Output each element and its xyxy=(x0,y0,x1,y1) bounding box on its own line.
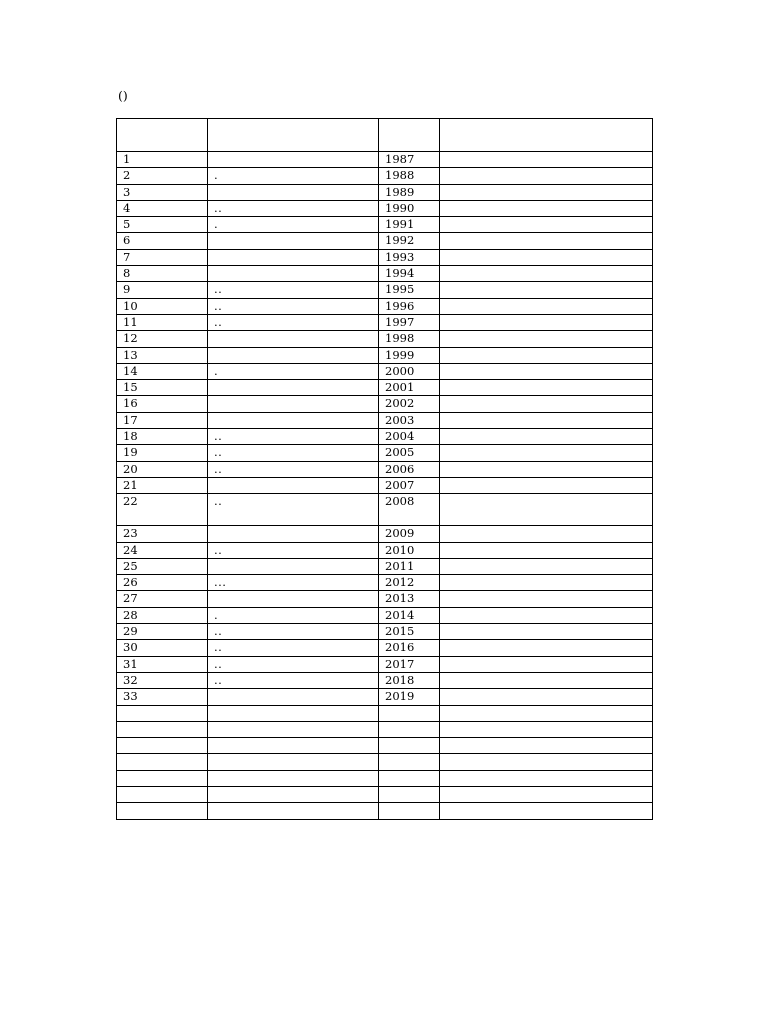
header-serial-number xyxy=(117,119,208,152)
place-cell xyxy=(440,412,653,428)
name-cell: .. xyxy=(208,656,379,672)
empty-cell xyxy=(117,754,208,770)
serial-number-cell: 32 xyxy=(117,672,208,688)
table-row xyxy=(117,591,653,607)
place-cell xyxy=(440,380,653,396)
name-cell xyxy=(208,526,379,542)
year-cell: 1993 xyxy=(379,249,440,265)
award-table-body xyxy=(117,119,653,820)
place-cell xyxy=(440,494,653,526)
serial-number-cell: 22 xyxy=(117,494,208,526)
empty-cell xyxy=(379,754,440,770)
table-row xyxy=(117,217,653,233)
serial-number-cell: 11 xyxy=(117,314,208,330)
serial-number-cell: 33 xyxy=(117,689,208,705)
table-row xyxy=(117,282,653,298)
place-cell xyxy=(440,266,653,282)
serial-number-cell: 20 xyxy=(117,461,208,477)
empty-cell xyxy=(379,738,440,754)
name-cell: .. xyxy=(208,624,379,640)
place-cell xyxy=(440,558,653,574)
table-row xyxy=(117,526,653,542)
year-cell: 1990 xyxy=(379,200,440,216)
serial-number-cell: 29 xyxy=(117,624,208,640)
table-row xyxy=(117,249,653,265)
place-cell xyxy=(440,249,653,265)
year-cell: 2011 xyxy=(379,558,440,574)
table-row xyxy=(117,575,653,591)
serial-number-cell: 14 xyxy=(117,363,208,379)
year-cell: 1998 xyxy=(379,331,440,347)
empty-cell xyxy=(440,754,653,770)
table-row xyxy=(117,640,653,656)
empty-cell xyxy=(208,738,379,754)
serial-number-cell: 8 xyxy=(117,266,208,282)
place-cell xyxy=(440,607,653,623)
empty-table-row xyxy=(117,721,653,737)
year-cell: 2018 xyxy=(379,672,440,688)
table-row xyxy=(117,200,653,216)
name-cell: .. xyxy=(208,461,379,477)
empty-cell xyxy=(117,738,208,754)
table-header-row xyxy=(117,119,653,152)
empty-cell xyxy=(440,786,653,802)
place-cell xyxy=(440,168,653,184)
place-cell xyxy=(440,591,653,607)
year-cell: 1999 xyxy=(379,347,440,363)
place-cell xyxy=(440,672,653,688)
empty-cell xyxy=(117,721,208,737)
table-row xyxy=(117,689,653,705)
serial-number-cell: 25 xyxy=(117,558,208,574)
name-cell: .. xyxy=(208,314,379,330)
empty-cell xyxy=(440,738,653,754)
empty-table-row xyxy=(117,738,653,754)
name-cell: .. xyxy=(208,298,379,314)
serial-number-cell: 16 xyxy=(117,396,208,412)
place-cell xyxy=(440,184,653,200)
empty-table-row xyxy=(117,786,653,802)
name-cell: . xyxy=(208,217,379,233)
name-cell xyxy=(208,152,379,168)
name-cell: .. xyxy=(208,494,379,526)
year-cell: 2005 xyxy=(379,445,440,461)
empty-cell xyxy=(208,803,379,819)
name-cell xyxy=(208,233,379,249)
serial-number-cell: 12 xyxy=(117,331,208,347)
empty-cell xyxy=(379,721,440,737)
year-cell: 2004 xyxy=(379,429,440,445)
table-row xyxy=(117,168,653,184)
place-cell xyxy=(440,233,653,249)
year-cell: 2000 xyxy=(379,363,440,379)
year-cell: 2016 xyxy=(379,640,440,656)
place-cell xyxy=(440,282,653,298)
year-cell: 2017 xyxy=(379,656,440,672)
year-cell: 2009 xyxy=(379,526,440,542)
name-cell xyxy=(208,396,379,412)
place-cell xyxy=(440,477,653,493)
empty-cell xyxy=(208,770,379,786)
name-cell xyxy=(208,331,379,347)
award-table xyxy=(116,118,653,820)
serial-number-cell: 24 xyxy=(117,542,208,558)
serial-number-cell: 21 xyxy=(117,477,208,493)
table-row xyxy=(117,558,653,574)
document-title-paren-close: ) xyxy=(122,88,128,103)
name-cell xyxy=(208,184,379,200)
table-row xyxy=(117,380,653,396)
year-cell: 1989 xyxy=(379,184,440,200)
name-cell xyxy=(208,689,379,705)
table-row xyxy=(117,477,653,493)
table-row xyxy=(117,672,653,688)
year-cell: 2001 xyxy=(379,380,440,396)
place-cell xyxy=(440,200,653,216)
year-cell: 1988 xyxy=(379,168,440,184)
table-row xyxy=(117,347,653,363)
serial-number-cell: 6 xyxy=(117,233,208,249)
empty-cell xyxy=(379,786,440,802)
year-cell: 2007 xyxy=(379,477,440,493)
name-cell xyxy=(208,591,379,607)
year-cell: 2002 xyxy=(379,396,440,412)
empty-table-row xyxy=(117,803,653,819)
table-row xyxy=(117,233,653,249)
document-title-paren-open: ( xyxy=(118,88,123,103)
name-cell: . xyxy=(208,607,379,623)
serial-number-cell: 27 xyxy=(117,591,208,607)
year-cell: 1991 xyxy=(379,217,440,233)
empty-table-row xyxy=(117,754,653,770)
empty-cell xyxy=(117,786,208,802)
name-cell xyxy=(208,266,379,282)
name-cell: . xyxy=(208,168,379,184)
year-cell: 2003 xyxy=(379,412,440,428)
empty-cell xyxy=(440,721,653,737)
header-place xyxy=(440,119,653,152)
table-row xyxy=(117,412,653,428)
table-row xyxy=(117,461,653,477)
empty-cell xyxy=(208,754,379,770)
place-cell xyxy=(440,445,653,461)
table-row xyxy=(117,624,653,640)
year-cell: 2019 xyxy=(379,689,440,705)
table-row xyxy=(117,607,653,623)
empty-cell xyxy=(440,770,653,786)
serial-number-cell: 26 xyxy=(117,575,208,591)
year-cell: 2012 xyxy=(379,575,440,591)
name-cell xyxy=(208,412,379,428)
place-cell xyxy=(440,689,653,705)
name-cell xyxy=(208,477,379,493)
empty-cell xyxy=(440,803,653,819)
empty-table-row xyxy=(117,705,653,721)
year-cell: 2014 xyxy=(379,607,440,623)
place-cell xyxy=(440,363,653,379)
serial-number-cell: 7 xyxy=(117,249,208,265)
empty-cell xyxy=(379,705,440,721)
table-row xyxy=(117,445,653,461)
serial-number-cell: 31 xyxy=(117,656,208,672)
name-cell: .. xyxy=(208,640,379,656)
table-row xyxy=(117,184,653,200)
table-row xyxy=(117,331,653,347)
place-cell xyxy=(440,217,653,233)
place-cell xyxy=(440,640,653,656)
table-row xyxy=(117,152,653,168)
serial-number-cell: 30 xyxy=(117,640,208,656)
table-row xyxy=(117,656,653,672)
empty-table-row xyxy=(117,770,653,786)
place-cell xyxy=(440,429,653,445)
place-cell xyxy=(440,575,653,591)
header-name xyxy=(208,119,379,152)
document-title xyxy=(118,88,128,104)
serial-number-cell: 15 xyxy=(117,380,208,396)
empty-cell xyxy=(440,705,653,721)
place-cell xyxy=(440,461,653,477)
name-cell: .. xyxy=(208,282,379,298)
name-cell: .. xyxy=(208,429,379,445)
table-row xyxy=(117,298,653,314)
year-cell: 1997 xyxy=(379,314,440,330)
year-cell: 1992 xyxy=(379,233,440,249)
year-cell: 1996 xyxy=(379,298,440,314)
empty-cell xyxy=(208,786,379,802)
table-row xyxy=(117,314,653,330)
serial-number-cell: 19 xyxy=(117,445,208,461)
year-cell: 2008 xyxy=(379,494,440,526)
table-row xyxy=(117,429,653,445)
header-year xyxy=(379,119,440,152)
name-cell: .. xyxy=(208,542,379,558)
serial-number-cell: 9 xyxy=(117,282,208,298)
empty-cell xyxy=(117,770,208,786)
serial-number-cell: 2 xyxy=(117,168,208,184)
serial-number-cell: 5 xyxy=(117,217,208,233)
year-cell: 1987 xyxy=(379,152,440,168)
serial-number-cell: 4 xyxy=(117,200,208,216)
empty-cell xyxy=(117,803,208,819)
name-cell xyxy=(208,380,379,396)
place-cell xyxy=(440,656,653,672)
table-row xyxy=(117,266,653,282)
name-cell: .. xyxy=(208,445,379,461)
serial-number-cell: 23 xyxy=(117,526,208,542)
empty-cell xyxy=(117,705,208,721)
year-cell: 2006 xyxy=(379,461,440,477)
name-cell xyxy=(208,249,379,265)
name-cell: ... xyxy=(208,575,379,591)
year-cell: 2015 xyxy=(379,624,440,640)
serial-number-cell: 3 xyxy=(117,184,208,200)
empty-cell xyxy=(208,705,379,721)
serial-number-cell: 28 xyxy=(117,607,208,623)
table-row xyxy=(117,542,653,558)
place-cell xyxy=(440,314,653,330)
place-cell xyxy=(440,396,653,412)
empty-cell xyxy=(379,770,440,786)
serial-number-cell: 10 xyxy=(117,298,208,314)
serial-number-cell: 17 xyxy=(117,412,208,428)
year-cell: 2010 xyxy=(379,542,440,558)
name-cell: .. xyxy=(208,672,379,688)
place-cell xyxy=(440,542,653,558)
serial-number-cell: 18 xyxy=(117,429,208,445)
name-cell xyxy=(208,347,379,363)
table-row xyxy=(117,494,653,526)
year-cell: 1995 xyxy=(379,282,440,298)
place-cell xyxy=(440,526,653,542)
table-row xyxy=(117,396,653,412)
empty-cell xyxy=(208,721,379,737)
table-row xyxy=(117,363,653,379)
place-cell xyxy=(440,624,653,640)
name-cell xyxy=(208,558,379,574)
empty-cell xyxy=(379,803,440,819)
place-cell xyxy=(440,152,653,168)
name-cell: . xyxy=(208,363,379,379)
serial-number-cell: 13 xyxy=(117,347,208,363)
serial-number-cell: 1 xyxy=(117,152,208,168)
place-cell xyxy=(440,347,653,363)
place-cell xyxy=(440,331,653,347)
place-cell xyxy=(440,298,653,314)
name-cell: .. xyxy=(208,200,379,216)
year-cell: 2013 xyxy=(379,591,440,607)
year-cell: 1994 xyxy=(379,266,440,282)
